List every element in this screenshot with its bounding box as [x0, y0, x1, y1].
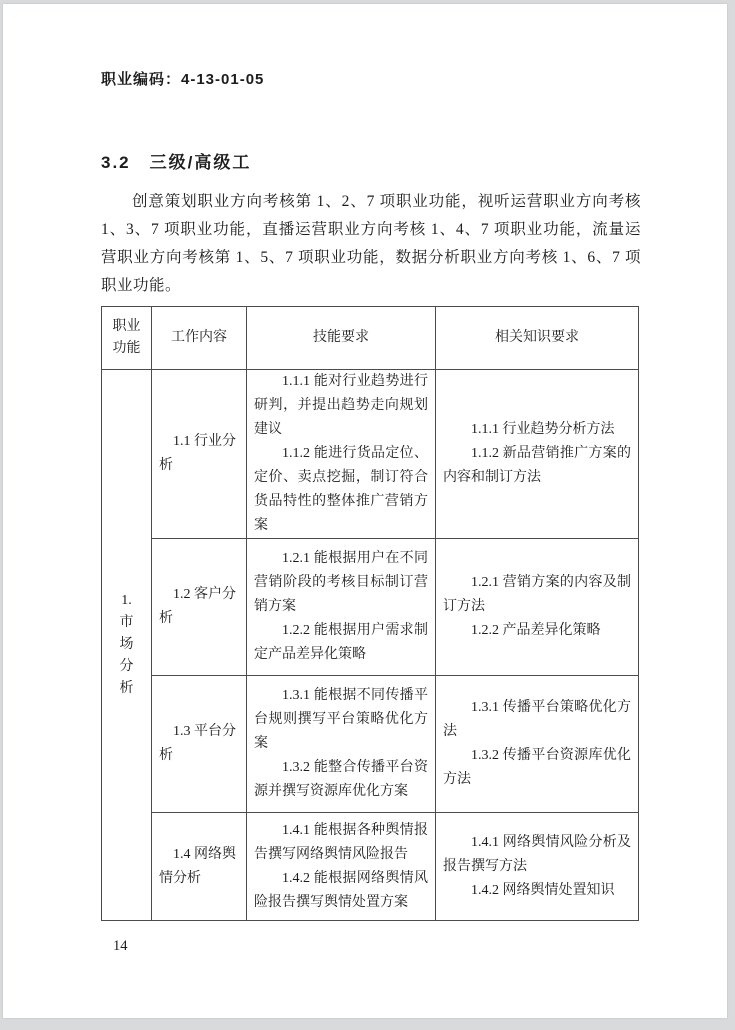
knowledge-item: 1.4.1 网络舆情风险分析及报告撰写方法 [443, 834, 631, 874]
skill-item: 1.3.2 能整合传播平台资源并撰写资源库优化方案 [254, 760, 428, 799]
work-content-cell: 1.3 平台分析 [152, 676, 247, 813]
knowledge-item: 1.1.1 行业趋势分析方法 [471, 422, 615, 437]
skill-item: 1.1.2 能进行货品定位、定价、卖点挖掘，制订符合货品特性的整体推广营销方案 [254, 446, 428, 533]
knowledge-item: 1.4.2 网络舆情处置知识 [471, 882, 615, 898]
skill-requirements-cell [247, 813, 436, 921]
work-content-cell: 1.1 行业分析 [152, 370, 247, 539]
header-work-content: 工作内容 [152, 307, 247, 370]
section-heading: 3.2 三级/高级工 [101, 153, 252, 172]
skills-requirements-table [101, 306, 639, 921]
table-header-row [102, 307, 639, 370]
skill-item: 1.4.1 能根据各种舆情报告撰写网络舆情风险报告 [254, 822, 428, 862]
knowledge-item: 1.2.1 营销方案的内容及制订方法 [443, 575, 631, 614]
work-content-cell: 1.2 客户分析 [152, 539, 247, 676]
occupation-code: 职业编码：4-13-01-05 [101, 71, 265, 88]
intro-paragraph: 创意策划职业方向考核第 1、2、7 项职业功能，视听运营职业方向考核 1、3、7 项职业功能，直播运营职业方向考核 1、4、7 项职业功能，流量运营职业方向考核第 1、5、7 项职业功能，数据分析职业方向考核 1、6、7 项职业功能。 [101, 193, 641, 294]
header-occupation-function: 职业功能 [102, 307, 152, 370]
skill-item: 1.4.2 能根据网络舆情风险报告撰写舆情处置方案 [254, 870, 428, 910]
knowledge-item: 1.3.1 传播平台策略优化方法 [443, 700, 631, 739]
table-row [102, 813, 639, 921]
page-number: 14 [113, 938, 128, 954]
header-skill-requirements: 技能要求 [247, 307, 436, 370]
function-group-number: 1. [121, 593, 132, 608]
knowledge-requirements-cell [436, 370, 639, 539]
knowledge-requirements-cell [436, 676, 639, 813]
knowledge-requirements-cell [436, 539, 639, 676]
skill-item: 1.1.1 能对行业趋势进行研判，并提出趋势走向规划建议 [254, 374, 428, 437]
function-group-cell [102, 370, 152, 921]
table-row [102, 676, 639, 813]
skill-item: 1.3.1 能根据不同传播平台规则撰写平台策略优化方案 [254, 688, 428, 751]
skill-requirements-cell [247, 370, 436, 539]
knowledge-requirements-cell [436, 813, 639, 921]
skill-item: 1.2.2 能根据用户需求制定产品差异化策略 [254, 623, 428, 662]
knowledge-item: 1.1.2 新品营销推广方案的内容和制订方法 [443, 446, 631, 485]
knowledge-item: 1.2.2 产品差异化策略 [471, 623, 601, 638]
skill-requirements-cell [247, 676, 436, 813]
function-group-name: 市场分析 [119, 615, 134, 696]
knowledge-item: 1.3.2 传播平台资源库优化方法 [443, 748, 631, 787]
table-row [102, 370, 639, 539]
skill-requirements-cell [247, 539, 436, 676]
document-page [3, 4, 727, 1018]
work-content-cell: 1.4 网络舆情分析 [152, 813, 247, 921]
skill-item: 1.2.1 能根据用户在不同营销阶段的考核目标制订营销方案 [254, 551, 428, 614]
header-knowledge-requirements: 相关知识要求 [436, 307, 639, 370]
table-row [102, 539, 639, 676]
